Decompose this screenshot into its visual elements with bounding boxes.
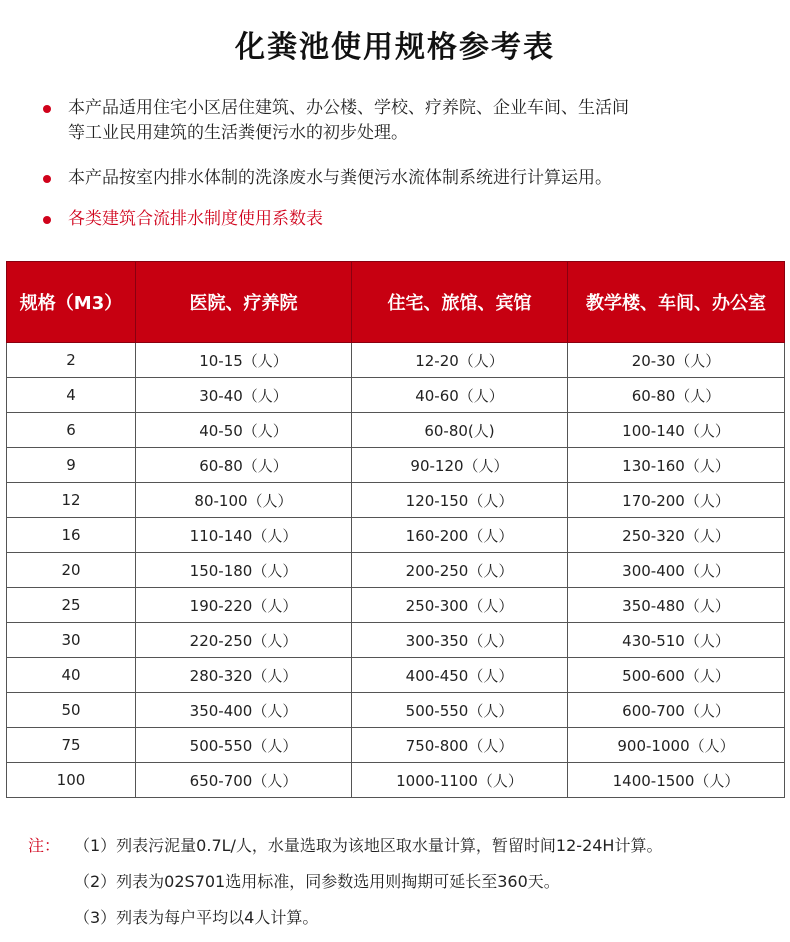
table-cell: 400-450（人）	[352, 658, 568, 693]
table-row	[7, 413, 785, 448]
table-row	[7, 693, 785, 728]
table-cell: 280-320（人）	[136, 658, 352, 693]
table-cell: 650-700（人）	[136, 763, 352, 798]
table-cell: 250-300（人）	[352, 588, 568, 623]
table-cell: 9	[7, 448, 136, 483]
column-header-hospital: 医院、疗养院	[136, 262, 352, 343]
table-row	[7, 553, 785, 588]
page-title: 化粪池使用规格参考表	[235, 30, 555, 65]
table-cell: 40-50（人）	[136, 413, 352, 448]
table-cell: 30-40（人）	[136, 378, 352, 413]
table-cell: 110-140（人）	[136, 518, 352, 553]
table-cell: 600-700（人）	[568, 693, 785, 728]
bullet-line: 等工业民用建筑的生活粪便污水的初步处理。	[68, 123, 408, 143]
bullet-line-highlight: 各类建筑合流排水制度使用系数表	[68, 209, 323, 229]
table-cell: 100-140（人）	[568, 413, 785, 448]
table-row	[7, 728, 785, 763]
bullet-item-3	[38, 207, 758, 232]
table-cell: 75	[7, 728, 136, 763]
note-item: （1）列表污泥量0.7L/人，水量选取为该地区取水量计算，暂留时间12-24H计算。	[74, 836, 663, 855]
table-row	[7, 378, 785, 413]
table-cell: 300-400（人）	[568, 553, 785, 588]
table-row	[7, 448, 785, 483]
bullet-item-1	[38, 96, 758, 146]
bullet-dot-icon	[43, 175, 51, 183]
table-cell: 350-480（人）	[568, 588, 785, 623]
bullet-line: 本产品适用住宅小区居住建筑、办公楼、学校、疗养院、企业车间、生活间	[68, 98, 629, 118]
table-cell: 500-600（人）	[568, 658, 785, 693]
table-cell: 250-320（人）	[568, 518, 785, 553]
table-cell: 1400-1500（人）	[568, 763, 785, 798]
table-cell: 60-80(人)	[352, 413, 568, 448]
table-cell: 100	[7, 763, 136, 798]
table-cell: 350-400（人）	[136, 693, 352, 728]
note-item: （3）列表为每户平均以4人计算。	[74, 908, 319, 927]
table-cell: 200-250（人）	[352, 553, 568, 588]
table-cell: 130-160（人）	[568, 448, 785, 483]
bullet-item-2	[38, 166, 758, 191]
table-cell: 60-80（人）	[568, 378, 785, 413]
bullet-line: 本产品按室内排水体制的洗涤废水与粪便污水流体制系统进行计算运用。	[68, 168, 612, 188]
table-cell: 430-510（人）	[568, 623, 785, 658]
table-cell: 60-80（人）	[136, 448, 352, 483]
table-cell: 4	[7, 378, 136, 413]
table-cell: 90-120（人）	[352, 448, 568, 483]
table-row	[7, 343, 785, 378]
table-cell: 2	[7, 343, 136, 378]
table-cell: 220-250（人）	[136, 623, 352, 658]
table-row	[7, 623, 785, 658]
table-cell: 190-220（人）	[136, 588, 352, 623]
notes-label: 注：	[28, 836, 61, 855]
table-cell: 40	[7, 658, 136, 693]
table-cell: 20	[7, 553, 136, 588]
table-cell: 20-30（人）	[568, 343, 785, 378]
table-cell: 500-550（人）	[352, 693, 568, 728]
column-header-office: 教学楼、车间、办公室	[568, 262, 785, 343]
bullet-dot-icon	[43, 105, 51, 113]
bullet-list	[38, 96, 758, 232]
table-cell: 12	[7, 483, 136, 518]
table-row	[7, 483, 785, 518]
table-cell: 500-550（人）	[136, 728, 352, 763]
table-row	[7, 658, 785, 693]
table-header-row	[7, 262, 785, 343]
table-cell: 900-1000（人）	[568, 728, 785, 763]
spec-table	[6, 261, 785, 798]
table-cell: 10-15（人）	[136, 343, 352, 378]
column-header-spec: 规格（M3）	[7, 262, 136, 343]
table-cell: 750-800（人）	[352, 728, 568, 763]
table-cell: 12-20（人）	[352, 343, 568, 378]
table-body	[7, 343, 785, 798]
column-header-residence: 住宅、旅馆、宾馆	[352, 262, 568, 343]
table-row	[7, 588, 785, 623]
bullet-dot-icon	[43, 216, 51, 224]
table-cell: 30	[7, 623, 136, 658]
table-cell: 80-100（人）	[136, 483, 352, 518]
table-cell: 40-60（人）	[352, 378, 568, 413]
table-cell: 300-350（人）	[352, 623, 568, 658]
table-cell: 16	[7, 518, 136, 553]
table-cell: 25	[7, 588, 136, 623]
table-row	[7, 763, 785, 798]
table-cell: 170-200（人）	[568, 483, 785, 518]
table-cell: 6	[7, 413, 136, 448]
table-cell: 50	[7, 693, 136, 728]
note-item: （2）列表为02S701选用标准，同参数选用则掏期可延长至360天。	[74, 872, 560, 891]
table-cell: 160-200（人）	[352, 518, 568, 553]
table-cell: 150-180（人）	[136, 553, 352, 588]
table-cell: 1000-1100（人）	[352, 763, 568, 798]
table-row	[7, 518, 785, 553]
table-cell: 120-150（人）	[352, 483, 568, 518]
